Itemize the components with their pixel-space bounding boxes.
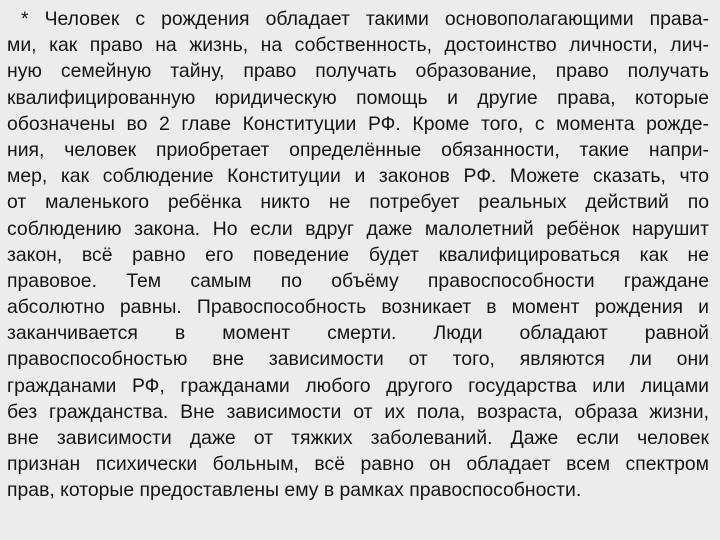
paragraph-line: гражданами РФ, гражданами любого другого государства или лицами (7, 374, 709, 397)
paragraph-line: правоспособностью вне зависимости от того, являются ли они (7, 348, 709, 371)
paragraph-line: ния, человек приобретает определённые обязанности, такие напри- (7, 138, 709, 161)
paragraph-line: без гражданства. Вне зависимости от их пола, возраста, образа жизни, (7, 400, 709, 423)
paragraph-line: признан психически больным, всё равно он обладает всем спектром (7, 453, 709, 476)
paragraph-line: вне зависимости даже от тяжких заболеваний. Даже если человек (7, 427, 709, 449)
paragraph-line: от маленького ребёнка никто не потребует реальных действий по (7, 191, 709, 214)
paragraph-line: ми, как право на жизнь, на собственность, достоинство личности, лич- (7, 34, 709, 57)
paragraph-line: соблюдению закона. Но если вдруг даже малолетний ребёнок нарушит (7, 217, 709, 240)
paragraph-line: прав, которые предоставлены ему в рамках правоспособности. (7, 479, 582, 502)
paragraph-line: обозначены во 2 главе Конституции РФ. Кроме того, с момента рожде- (7, 112, 709, 135)
paragraph-line: * Человек с рождения обладает такими основополагающими права- (21, 8, 709, 30)
paragraph-line: заканчивается в момент смерти. Люди обладают равной (7, 322, 709, 345)
paragraph-line: абсолютно равны. Правоспособность возникает в момент рождения и (7, 296, 709, 319)
paragraph-line: закон, всё равно его поведение будет квалифицироваться как не (7, 243, 709, 266)
paragraph-line: ную семейную тайну, право получать образование, право получать (7, 60, 709, 83)
paragraph-line: квалифицированную юридическую помощь и другие права, которые (7, 86, 709, 109)
paragraph-line: правовое. Тем самым по объёму правоспособности граждане (7, 269, 709, 292)
paragraph-line: мер, как соблюдение Конституции и законов РФ. Можете сказать, что (7, 165, 709, 188)
body-paragraph (7, 6, 709, 504)
